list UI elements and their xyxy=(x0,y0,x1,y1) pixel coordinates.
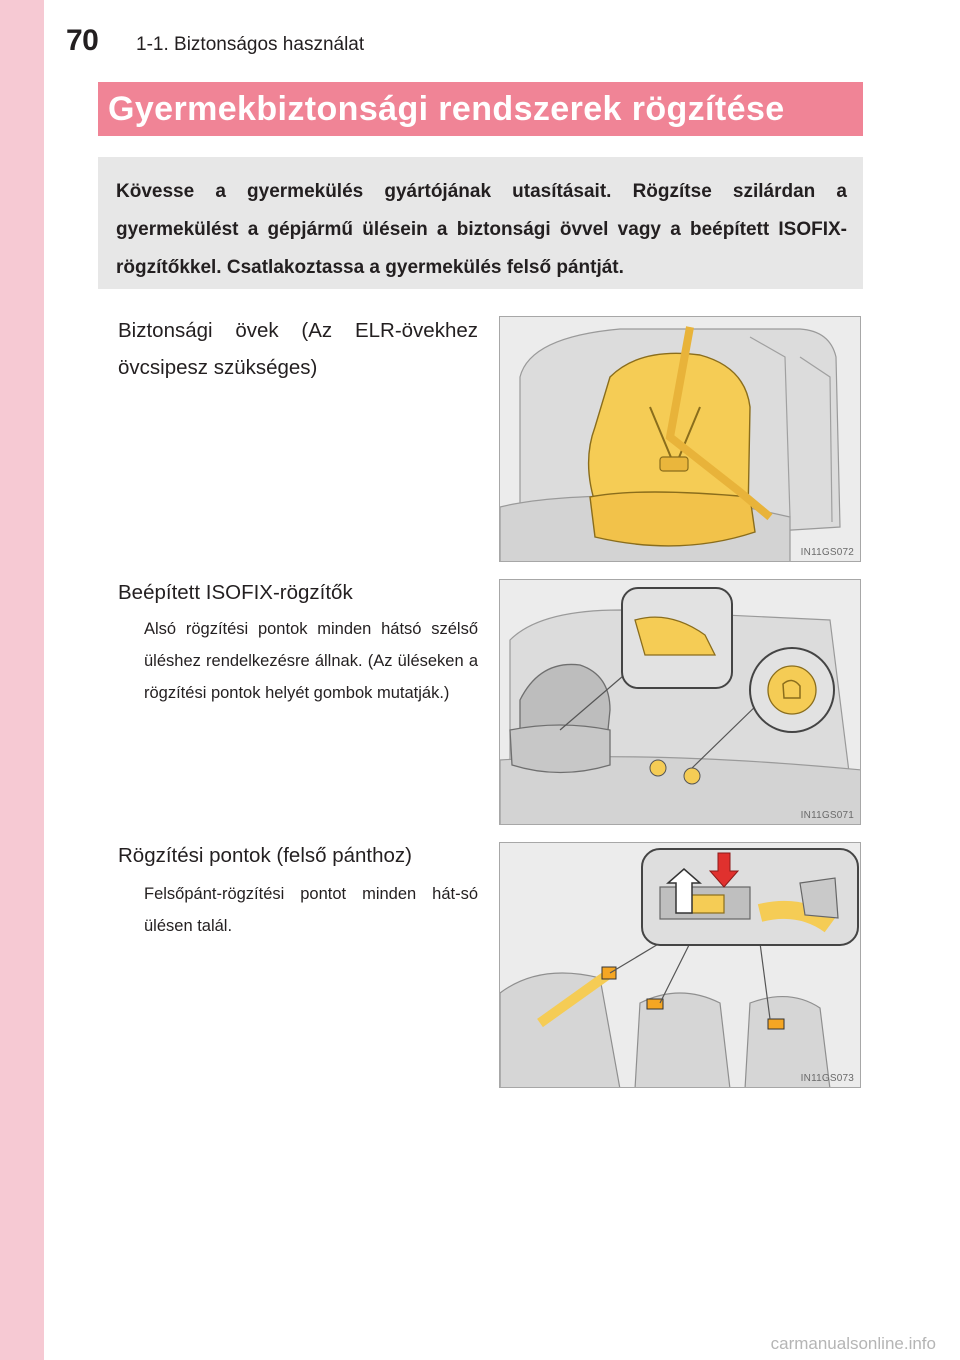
item-isofix-description: Alsó rögzítési pontok minden hátsó szélső üléshez rendelkezésre állnak. (Az üléseken a rögzítési pontok helyét gombok mutatják.) xyxy=(144,620,478,702)
figure-code: IN11GS071 xyxy=(800,810,854,821)
item-isofix-title: Beépített ISOFIX-rögzítők xyxy=(118,581,353,604)
running-head: 1-1. Biztonságos használat xyxy=(136,34,365,55)
item-seat-belts-title: Biztonsági övek (Az ELR-övekhez övcsipesz szükséges) xyxy=(118,319,478,379)
figure-code: IN11GS072 xyxy=(800,547,854,558)
figure-top-tether-anchors xyxy=(499,842,861,1088)
intro-box xyxy=(98,157,863,289)
seat-belt-illustration xyxy=(500,317,861,562)
watermark: carmanualsonline.info xyxy=(770,1334,936,1353)
figure-code: IN11GS073 xyxy=(800,1073,854,1084)
item-top-tether-title: Rögzítési pontok (felső pánthoz) xyxy=(118,844,412,867)
item-top-tether-description: Felsőpánt-rögzítési pontot minden hát-só ülésen talál. xyxy=(144,885,478,935)
top-tether-illustration xyxy=(500,843,861,1088)
side-color-band xyxy=(0,0,44,1360)
section-title: Gyermekbiztonsági rendszerek rögzítése xyxy=(98,82,863,136)
intro-text: Kövesse a gyermekülés gyártójának utasításait. Rögzítse szilárdan a gyermekülést a gépjármű ülésein a biztonsági övvel vagy a beépített ISOFIX-rögzítőkkel. Csatlakoztassa a gyermekülés felső pántját. xyxy=(116,181,847,278)
page-number: 70 xyxy=(66,24,99,57)
figure-isofix-anchors xyxy=(499,579,861,825)
figure-seat-belt-installation xyxy=(499,316,861,562)
isofix-illustration xyxy=(500,580,861,825)
